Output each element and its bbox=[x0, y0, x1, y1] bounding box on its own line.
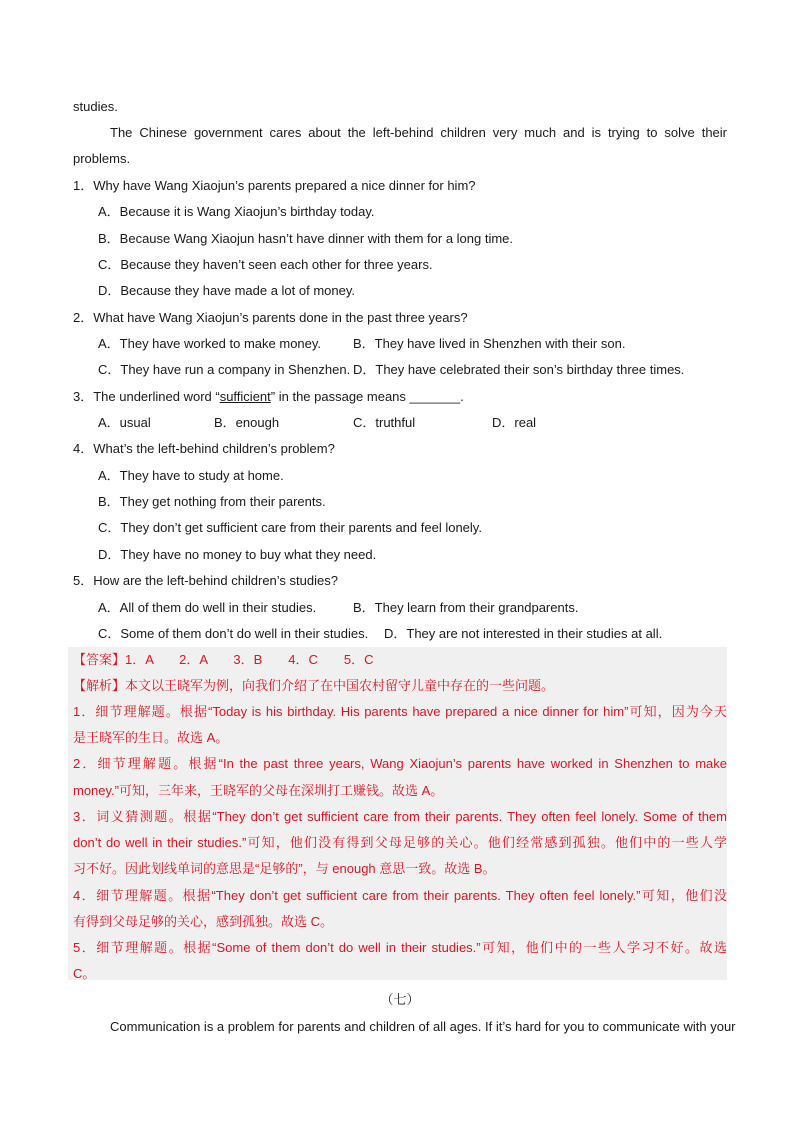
question-5-option-c: C．Some of them don’t do well in their studies. bbox=[98, 626, 369, 641]
question-2-stem: 2．What have Wang Xiaojun’s parents done in the past three years? bbox=[73, 310, 468, 325]
question-2-option-c: C．They have run a company in Shenzhen. bbox=[98, 362, 351, 377]
question-1-option-b: B．Because Wang Xiaojun hasn’t have dinner with them for a long time. bbox=[98, 231, 514, 246]
question-1-option-d: D．Because they have made a lot of money. bbox=[98, 283, 356, 298]
paragraph-government-end: problems. bbox=[73, 151, 131, 166]
question-3-stem-suffix: ” in the passage means _______. bbox=[270, 389, 464, 404]
explanation-2-line-1: 2．细节理解题。根据“In the past three years, Wang Xiaojun’s parents have worked in Shenzhen to make bbox=[73, 756, 727, 771]
explanation-1-line-2: 是王晓军的生日。故选 A。 bbox=[73, 730, 229, 745]
question-4-option-a: A．They have to study at home. bbox=[98, 468, 284, 483]
question-5-stem: 5．How are the left-behind children’s studies? bbox=[73, 573, 338, 588]
question-1-stem: 1．Why have Wang Xiaojun’s parents prepared a nice dinner for him? bbox=[73, 178, 476, 193]
question-4-option-d: D．They have no money to buy what they need. bbox=[98, 547, 377, 562]
underlined-word: sufficient bbox=[219, 389, 271, 404]
explanation-3-line-2: don’t do well in their studies.”可知，他们没有得到父母足够的关心。他们经常感到孤独。他们中的一些人学 bbox=[73, 835, 727, 850]
paragraph-government: The Chinese government cares about the left-behind children very much and is trying to solve their bbox=[110, 125, 727, 140]
question-5-option-a: A．All of them do well in their studies. bbox=[98, 600, 317, 615]
explanation-1-line-1: 1．细节理解题。根据“Today is his birthday. His parents have prepared a nice dinner for him”可知，因为今天 bbox=[73, 704, 727, 719]
question-3-option-a: A．usual bbox=[98, 415, 151, 430]
question-3-stem-prefix: 3．The underlined word “ bbox=[73, 389, 220, 404]
explanation-5-line-1: 5．细节理解题。根据“Some of them don’t do well in their studies.”可知，他们中的一些人学习不好。故选 bbox=[73, 940, 727, 955]
answer-key: 【答案】1．A 2．A 3．B 4．C 5．C bbox=[73, 652, 374, 667]
question-3-option-d: D．real bbox=[492, 415, 537, 430]
explanation-4-line-1: 4．细节理解题。根据“They don’t get sufficient care from their parents. They often feel lonely.”可知，他们没 bbox=[73, 888, 727, 903]
question-1-option-a: A．Because it is Wang Xiaojun’s birthday today. bbox=[98, 204, 375, 219]
section-title: （七） bbox=[380, 992, 420, 1007]
explanation-3-line-3: 习不好。因此划线单词的意思是“足够的”，与 enough 意思一致。故选 B。 bbox=[73, 861, 496, 876]
question-2-option-d: D．They have celebrated their son’s birthday three times. bbox=[353, 362, 685, 377]
explanation-3-line-1: 3．词义猜测题。根据“They don’t get sufficient care from their parents. They often feel lonely. Some of them bbox=[73, 809, 727, 824]
question-3-option-b: B．enough bbox=[214, 415, 280, 430]
question-4-stem: 4．What’s the left-behind children’s problem? bbox=[73, 441, 335, 456]
passage-end: studies. bbox=[73, 99, 118, 114]
next-paragraph: Communication is a problem for parents and children of all ages. If it’s hard for you to communicate with your bbox=[110, 1019, 736, 1034]
question-5-option-d: D．They are not interested in their studies at all. bbox=[384, 626, 663, 641]
explanation-4-line-2: 有得到父母足够的关心，感到孤独。故选 C。 bbox=[73, 914, 334, 929]
question-3-option-c: C．truthful bbox=[353, 415, 416, 430]
question-4-option-b: B．They get nothing from their parents. bbox=[98, 494, 326, 509]
analysis-summary: 【解析】本文以王晓军为例，向我们介绍了在中国农村留守儿童中存在的一些问题。 bbox=[73, 678, 555, 693]
question-4-option-c: C．They don’t get sufficient care from their parents and feel lonely. bbox=[98, 520, 482, 535]
question-3-stem bbox=[73, 388, 464, 406]
question-5-option-b: B．They learn from their grandparents. bbox=[353, 600, 579, 615]
explanation-2-line-2: money.”可知，三年来，王晓军的父母在深圳打工赚钱。故选 A。 bbox=[73, 783, 444, 798]
question-2-option-b: B．They have lived in Shenzhen with their son. bbox=[353, 336, 626, 351]
question-2-option-a: A．They have worked to make money. bbox=[98, 336, 322, 351]
question-1-option-c: C．Because they haven’t seen each other for three years. bbox=[98, 257, 433, 272]
explanation-5-line-2: C。 bbox=[73, 966, 96, 981]
